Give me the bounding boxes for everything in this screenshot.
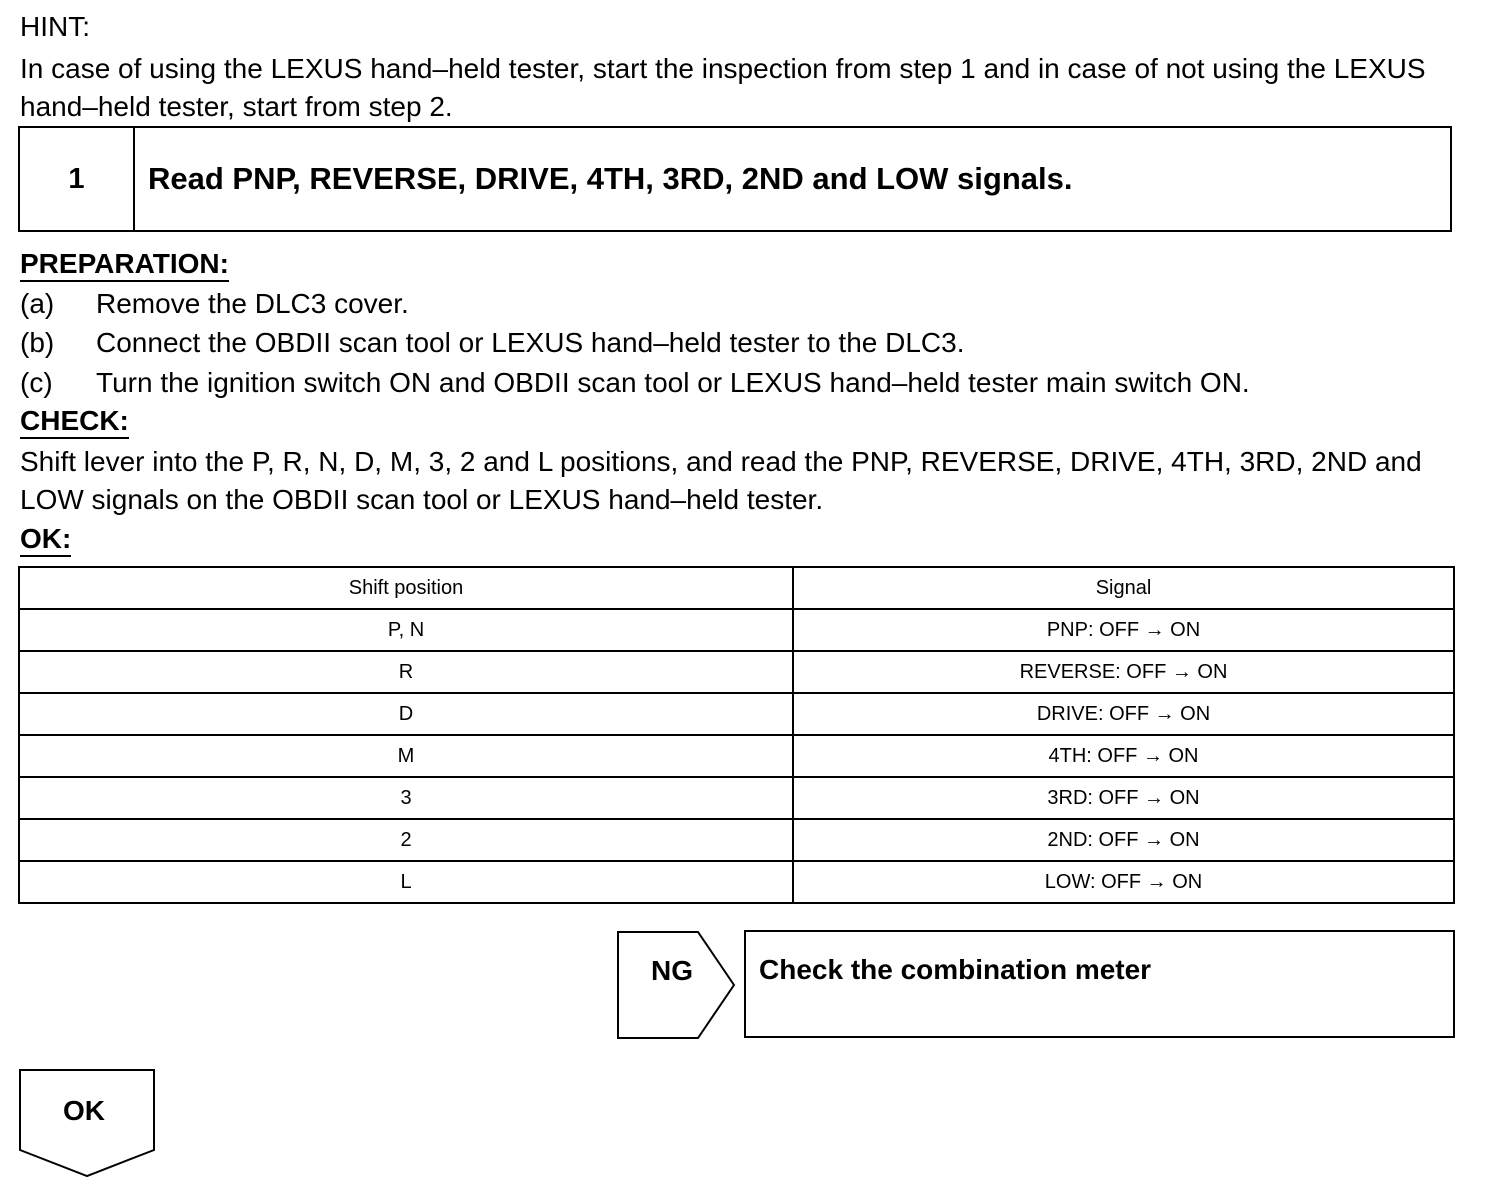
- shift-position-cell: L: [19, 861, 793, 903]
- signal-cell: PNP: OFF → ON: [793, 609, 1454, 651]
- signal-cell: 4TH: OFF → ON: [793, 735, 1454, 777]
- signal-table: [18, 566, 1455, 904]
- list-item-text: Turn the ignition switch ON and OBDII scan tool or LEXUS hand–held tester main switch ON.: [96, 367, 1250, 398]
- column-header-shift-position: Shift position: [19, 567, 793, 609]
- table-header-row: [19, 567, 1454, 609]
- list-item-text: Remove the DLC3 cover.: [96, 288, 409, 319]
- ng-action-text: Check the combination meter: [759, 954, 1152, 985]
- signal-cell: REVERSE: OFF → ON: [793, 651, 1454, 693]
- check-heading: CHECK:: [20, 402, 129, 440]
- table-row: [19, 735, 1454, 777]
- ok-label: OK: [63, 1095, 105, 1126]
- step-title: Read PNP, REVERSE, DRIVE, 4TH, 3RD, 2ND and LOW signals.: [148, 161, 1073, 196]
- shift-position-cell: D: [19, 693, 793, 735]
- preparation-item-c: [20, 364, 1250, 402]
- list-item-text: Connect the OBDII scan tool or LEXUS hand–held tester to the DLC3.: [96, 327, 965, 358]
- signal-cell: 2ND: OFF → ON: [793, 819, 1454, 861]
- signal-cell: LOW: OFF → ON: [793, 861, 1454, 903]
- table-row: [19, 819, 1454, 861]
- signal-cell: 3RD: OFF → ON: [793, 777, 1454, 819]
- ok-heading: OK:: [20, 520, 71, 558]
- preparation-item-b: [20, 324, 965, 362]
- shift-position-cell: M: [19, 735, 793, 777]
- table-row: [19, 693, 1454, 735]
- table-row: [19, 609, 1454, 651]
- preparation-item-a: [20, 285, 409, 323]
- list-item-label: (a): [20, 288, 55, 319]
- shift-position-cell: P, N: [19, 609, 793, 651]
- table-row: [19, 651, 1454, 693]
- list-item-label: (b): [20, 327, 55, 358]
- preparation-heading: PREPARATION:: [20, 245, 229, 283]
- step-number: 1: [20, 128, 135, 230]
- signal-cell: DRIVE: OFF → ON: [793, 693, 1454, 735]
- step-header: [18, 126, 1452, 232]
- list-item-label: (c): [20, 367, 53, 398]
- shift-position-cell: 2: [19, 819, 793, 861]
- table-row: [19, 777, 1454, 819]
- shift-position-cell: R: [19, 651, 793, 693]
- hint-label: HINT:: [20, 11, 90, 42]
- shift-position-cell: 3: [19, 777, 793, 819]
- ng-label: NG: [651, 955, 693, 986]
- ng-action-box: [744, 930, 1455, 1038]
- ng-arrow-icon: [616, 930, 740, 1042]
- column-header-signal: Signal: [793, 567, 1454, 609]
- check-text: Shift lever into the P, R, N, D, M, 3, 2 and L positions, and read the PNP, REVERSE, DRIVE, 4TH, 3RD, 2ND and LOW signals on the OBDII scan tool or LEXUS hand–held tester.: [20, 446, 1422, 515]
- table-row: [19, 861, 1454, 903]
- ok-down-arrow-icon: [18, 1068, 158, 1180]
- hint-text: In case of using the LEXUS hand–held tester, start the inspection from step 1 and in case of not using the LEXUS hand–held tester, start from step 2.: [20, 53, 1426, 122]
